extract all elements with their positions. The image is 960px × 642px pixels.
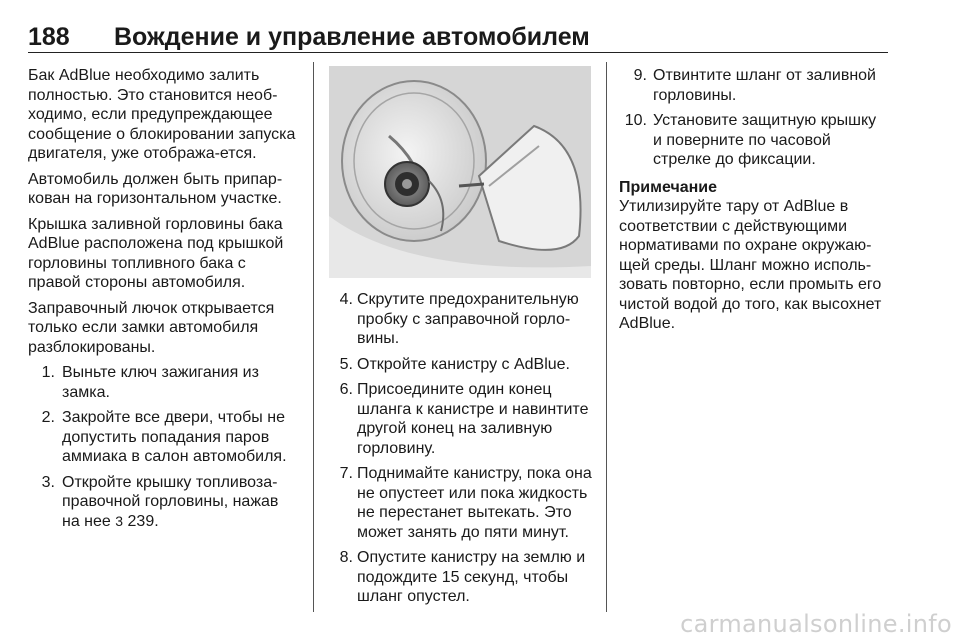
steps-list bbox=[28, 363, 300, 531]
step-item bbox=[28, 363, 300, 402]
step-text: Присоедините один конец шланга к канистре и навинтите другой конец на заливную горловину. bbox=[357, 381, 589, 457]
column-left bbox=[28, 66, 300, 537]
step-number: 8. bbox=[339, 549, 353, 566]
step-text: Установите защитную крышку и поверните по часовой стрелке до фиксации. bbox=[653, 112, 877, 168]
step-number: 9. bbox=[633, 67, 647, 84]
watermark: carmanualsonline.info bbox=[680, 610, 952, 638]
step-number: 7. bbox=[339, 465, 353, 482]
step-number: 4. bbox=[339, 291, 353, 308]
filler-flap-drawing bbox=[329, 66, 591, 278]
steps-list bbox=[619, 66, 889, 170]
step-text: Откройте крышку топливоза-правочной горловины, нажав на нее bbox=[62, 473, 279, 530]
step-text: Опустите канистру на землю и подождите 15 секунд, чтобы шланг опустел. bbox=[357, 549, 586, 605]
step-item bbox=[619, 66, 889, 105]
column-divider bbox=[606, 62, 607, 612]
step-number: 6. bbox=[339, 381, 353, 398]
step-text: Поднимайте канистру, пока она не опустеет или пока жидкость не перестанет вытекать. Это может занять до пяти минут. bbox=[357, 465, 592, 541]
step-item bbox=[329, 290, 593, 349]
note-text: Утилизируйте тару от AdBlue в соответствии с действующими нормативами по охране окружаю-щей среды. Шланг можно исполь-зовать повторно, если промыть его чистой водой до того, как высохнет AdBlue. bbox=[619, 198, 882, 332]
step-number: 10. bbox=[624, 112, 647, 129]
page-reference-link[interactable]: 239. bbox=[127, 512, 159, 530]
step-item bbox=[28, 473, 300, 532]
step-item bbox=[619, 111, 889, 170]
step-item bbox=[28, 408, 300, 467]
step-number: 3. bbox=[41, 473, 55, 491]
step-item bbox=[329, 548, 593, 607]
page-number: 188 bbox=[28, 23, 70, 51]
step-item bbox=[329, 355, 593, 375]
step-text: Закройте все двери, чтобы не допустить попадания паров аммиака в салон автомобиля. bbox=[62, 409, 287, 465]
page-reference-icon: 3 bbox=[115, 512, 124, 529]
steps-list bbox=[329, 290, 593, 607]
paragraph: Заправочный лючок открывается только если замки автомобиля разблокированы. bbox=[28, 299, 275, 356]
step-item bbox=[329, 380, 593, 458]
step-text: Выньте ключ зажигания из замка. bbox=[62, 364, 259, 401]
step-number: 5. bbox=[339, 355, 353, 373]
chapter-title: Вождение и управление автомобилем bbox=[114, 23, 590, 51]
adblue-filler-illustration bbox=[329, 66, 591, 278]
step-number: 1. bbox=[41, 364, 55, 381]
step-text: Скрутите предохранительную пробку с заправочной горло-вины. bbox=[357, 291, 579, 347]
column-right bbox=[619, 66, 889, 340]
paragraph: Автомобиль должен быть припар-кован на горизонтальном участке. bbox=[28, 170, 283, 207]
step-text: Отвинтите шланг от заливной горловины. bbox=[653, 67, 876, 104]
page-header bbox=[28, 18, 888, 53]
paragraph: Бак AdBlue необходимо залить полностью. Это становится необ-ходимо, если предупреждающее сообщение о блокировании запуска двигателя, уже отобража-ется. bbox=[28, 67, 296, 162]
note-title: Примечание bbox=[619, 178, 718, 196]
paragraph: Крышка заливной горловины бака AdBlue расположена под крышкой горловины топливного бака с правой стороны автомобиля. bbox=[28, 215, 284, 291]
step-item bbox=[329, 464, 593, 542]
column-middle bbox=[329, 290, 593, 613]
step-text: Откройте канистру с AdBlue. bbox=[357, 355, 570, 373]
step-number: 2. bbox=[41, 409, 55, 426]
column-divider bbox=[313, 62, 314, 612]
